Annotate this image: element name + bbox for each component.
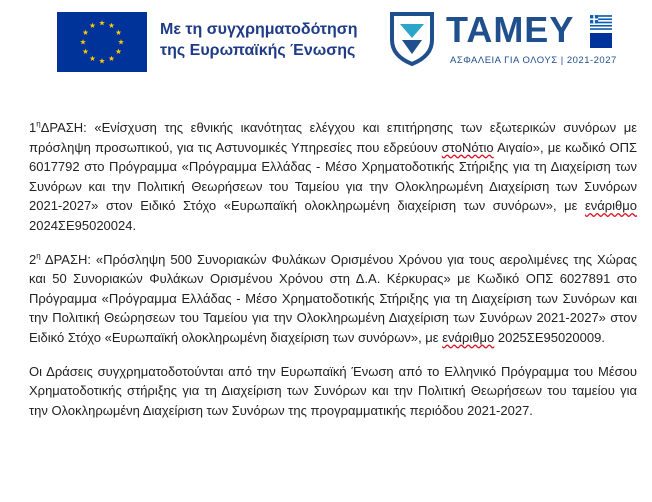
paragraph-action-2 [29, 250, 637, 348]
eu-star-icon: ★ [108, 21, 115, 31]
eu-star-icon: ★ [79, 37, 87, 47]
eu-star-icon: ★ [115, 28, 122, 38]
spellcheck-word: στοΝότιο [441, 139, 494, 155]
header [0, 0, 652, 80]
spellcheck-word: ενάριθμο [442, 329, 495, 345]
text-segment: 2024ΣΕ95020024. [29, 217, 137, 233]
eu-star-icon: ★ [98, 18, 106, 28]
eu-star-icon: ★ [117, 37, 125, 47]
eu-star-icon: ★ [115, 47, 122, 57]
tamey-shield-icon [388, 10, 436, 66]
eu-star-icon: ★ [89, 54, 96, 64]
text-segment: 2025ΣΕ95020009. [494, 329, 605, 345]
action-number: 1 [29, 120, 37, 135]
greek-flag-icon [590, 15, 612, 30]
spellcheck-word: ενάριθμο [584, 198, 637, 214]
ordinal-suffix: η [36, 251, 41, 261]
mini-eu-flag-icon [590, 33, 612, 48]
tamey-title: ΤΑΜΕΥ [446, 9, 575, 50]
eu-caption-line2: της Ευρωπαϊκής Ένωσης [160, 42, 356, 59]
paragraph-action-1 [29, 118, 637, 236]
paragraph-cofunding-note: Οι Δράσεις συγχρηματοδοτούνται από την Ευρωπαϊκή Ένωση από το Ελληνικό Πρόγραμμα του Μέσου Χρηματοδοτικής στήριξης για τη Διαχείριση των Συνόρων και την Πολιτική Θεωρήσεων του ταμείου για την Ολοκληρωμένη Διαχείριση των Συνόρων της προγραμματικής περιόδου 2021-2027. [29, 363, 637, 418]
eu-stars [57, 12, 147, 72]
eu-star-icon: ★ [82, 47, 89, 57]
tamey-subtitle: ΑΣΦΑΛΕΙΑ ΓΙΑ ΟΛΟΥΣ | 2021-2027 [450, 55, 617, 66]
eu-caption-line1: Με τη συγχρηματοδότηση [160, 21, 358, 38]
text-segment: ΔΡΑΣΗ: «Πρόσληψη 500 Συνοριακών Φυλάκων Ορισμένου Χρόνου για τους αερολιμένες της Χώρας και 50 Συνοριακών Φυλάκων Ορισμένου Χρόνου στη Δ.Α. Κέρκυρας» με Κωδικό ΟΠΣ 6027891 στο Πρόγραμμα «Πρόγραμμα Ελλάδας - Μέσο Χρηματοδοτικής Στήριξης για τη Διαχείριση των Συνόρων και την Πολιτική Θεώρησεων του Ταμείου για την Ολοκληρωμένη Διαχείριση των Συνόρων 2021-2027» στον Ειδικό Στόχο «Ευρωπαϊκή ολοκληρωμένη διαχείριση των συνόρων», με [29, 251, 637, 345]
eu-cofunding-caption [160, 19, 360, 61]
text-segment: Αιγαίο», με κωδικό ΟΠΣ 6017792 στο Πρόγραμμα «Πρόγραμμα Ελλάδας - Μέσο Χρηματοδοτικής Στήριξης για τη Διαχείριση των Συνόρων και την Πολιτική Θεωρήσεων του Ταμείου για την Ολοκληρωμένη Διαχείριση των Συνόρων 2021-2027» στον Ειδικό Στόχο «Ευρωπαϊκή ολοκληρωμένη διαχείριση των συνόρων», με [29, 139, 637, 214]
text-segment: ΔΡΑΣΗ: «Ενίσχυση της εθνικής ικανότητας ελέγχου και επιτήρησης των εξωτερικών συνόρων με πρόσληψη προσωπικού, για τις Αστυνομικές Υπηρεσίες που εδρεύουν [29, 120, 637, 155]
eu-star-icon: ★ [82, 28, 89, 38]
document-body [29, 118, 637, 434]
ordinal-suffix: η [36, 119, 41, 129]
action-number: 2 [29, 251, 37, 267]
eu-star-icon: ★ [108, 54, 115, 64]
eu-star-icon: ★ [98, 56, 106, 66]
eu-star-icon: ★ [89, 21, 96, 31]
eu-flag-icon [57, 12, 147, 72]
